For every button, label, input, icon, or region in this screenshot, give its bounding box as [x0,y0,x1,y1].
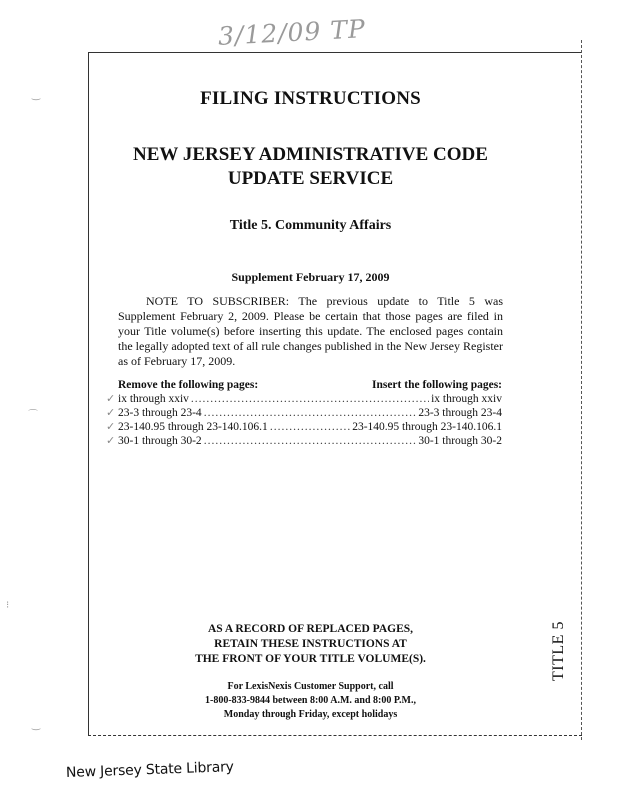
remove-header: Remove the following pages: [118,379,259,391]
pages-table [106,378,502,448]
checkmark-icon: ✓ [106,393,116,405]
section-title: Title 5. Community Affairs [229,218,392,233]
margin-mark-icon: ‿ [32,90,41,101]
record-instructions [88,622,533,667]
checkmark-icon: ✓ [106,407,116,419]
table-row [106,434,502,448]
code-title [88,143,533,191]
dot-leader [270,420,350,434]
support-line: For LexisNexis Customer Support, call [227,681,394,692]
dot-leader [204,406,417,420]
dot-leader [204,434,417,448]
record-line: THE FRONT OF YOUR TITLE VOLUME(S). [195,653,426,665]
supplement-date: Supplement February 17, 2009 [231,270,390,284]
checkmark-icon: ✓ [106,435,116,447]
insert-header: Insert the following pages: [371,379,502,391]
margin-mark-icon: ⌒ [28,410,38,421]
subscriber-note-text: NOTE TO SUBSCRIBER: The previous update to Title 5 was Supplement February 2, 2009. Please be certain that those pages are filed in your Title volume(s) before inserting this update. The enclosed pages contain the legally adopted text of all rule changes published in the New Jersey Register as of February 17, 2009. [118,294,503,368]
remove-pages: ix through xxiv [118,393,189,405]
page-title: FILING INSTRUCTIONS [200,88,421,109]
insert-pages: 30-1 through 30-2 [418,435,502,447]
table-row [106,420,502,434]
remove-pages: 30-1 through 30-2 [118,435,202,447]
subscriber-note [118,294,503,369]
record-line: AS A RECORD OF REPLACED PAGES, [207,623,414,635]
margin-mark-icon: ‿ [32,720,41,731]
code-title-line: UPDATE SERVICE [227,168,394,189]
table-row [106,406,502,420]
insert-pages: 23-3 through 23-4 [418,407,502,419]
library-stamp: New Jersey State Library [65,759,234,781]
margin-mark-icon: ⁝ [6,600,10,611]
insert-pages: 23-140.95 through 23-140.106.1 [352,421,502,433]
remove-pages: 23-3 through 23-4 [118,407,202,419]
page-right-edge [581,40,582,740]
checkmark-icon: ✓ [106,421,116,433]
support-line: Monday through Friday, except holidays [223,709,398,720]
handwritten-date-note: 3/12/09 TP [217,14,367,51]
record-line: RETAIN THESE INSTRUCTIONS AT [214,638,407,650]
pages-table-header [118,378,502,392]
remove-pages: 23-140.95 through 23-140.106.1 [118,421,268,433]
code-title-line: NEW JERSEY ADMINISTRATIVE CODE [133,144,488,165]
dot-leader [191,392,429,406]
support-line: 1-800-833-9844 between 8:00 A.M. and 8:00 P.M., [204,695,416,706]
table-row [106,392,502,406]
customer-support [88,680,533,722]
side-tab-label: TITLE 5 [549,621,567,681]
title-side-tab [536,600,581,702]
insert-pages: ix through xxiv [431,393,502,405]
